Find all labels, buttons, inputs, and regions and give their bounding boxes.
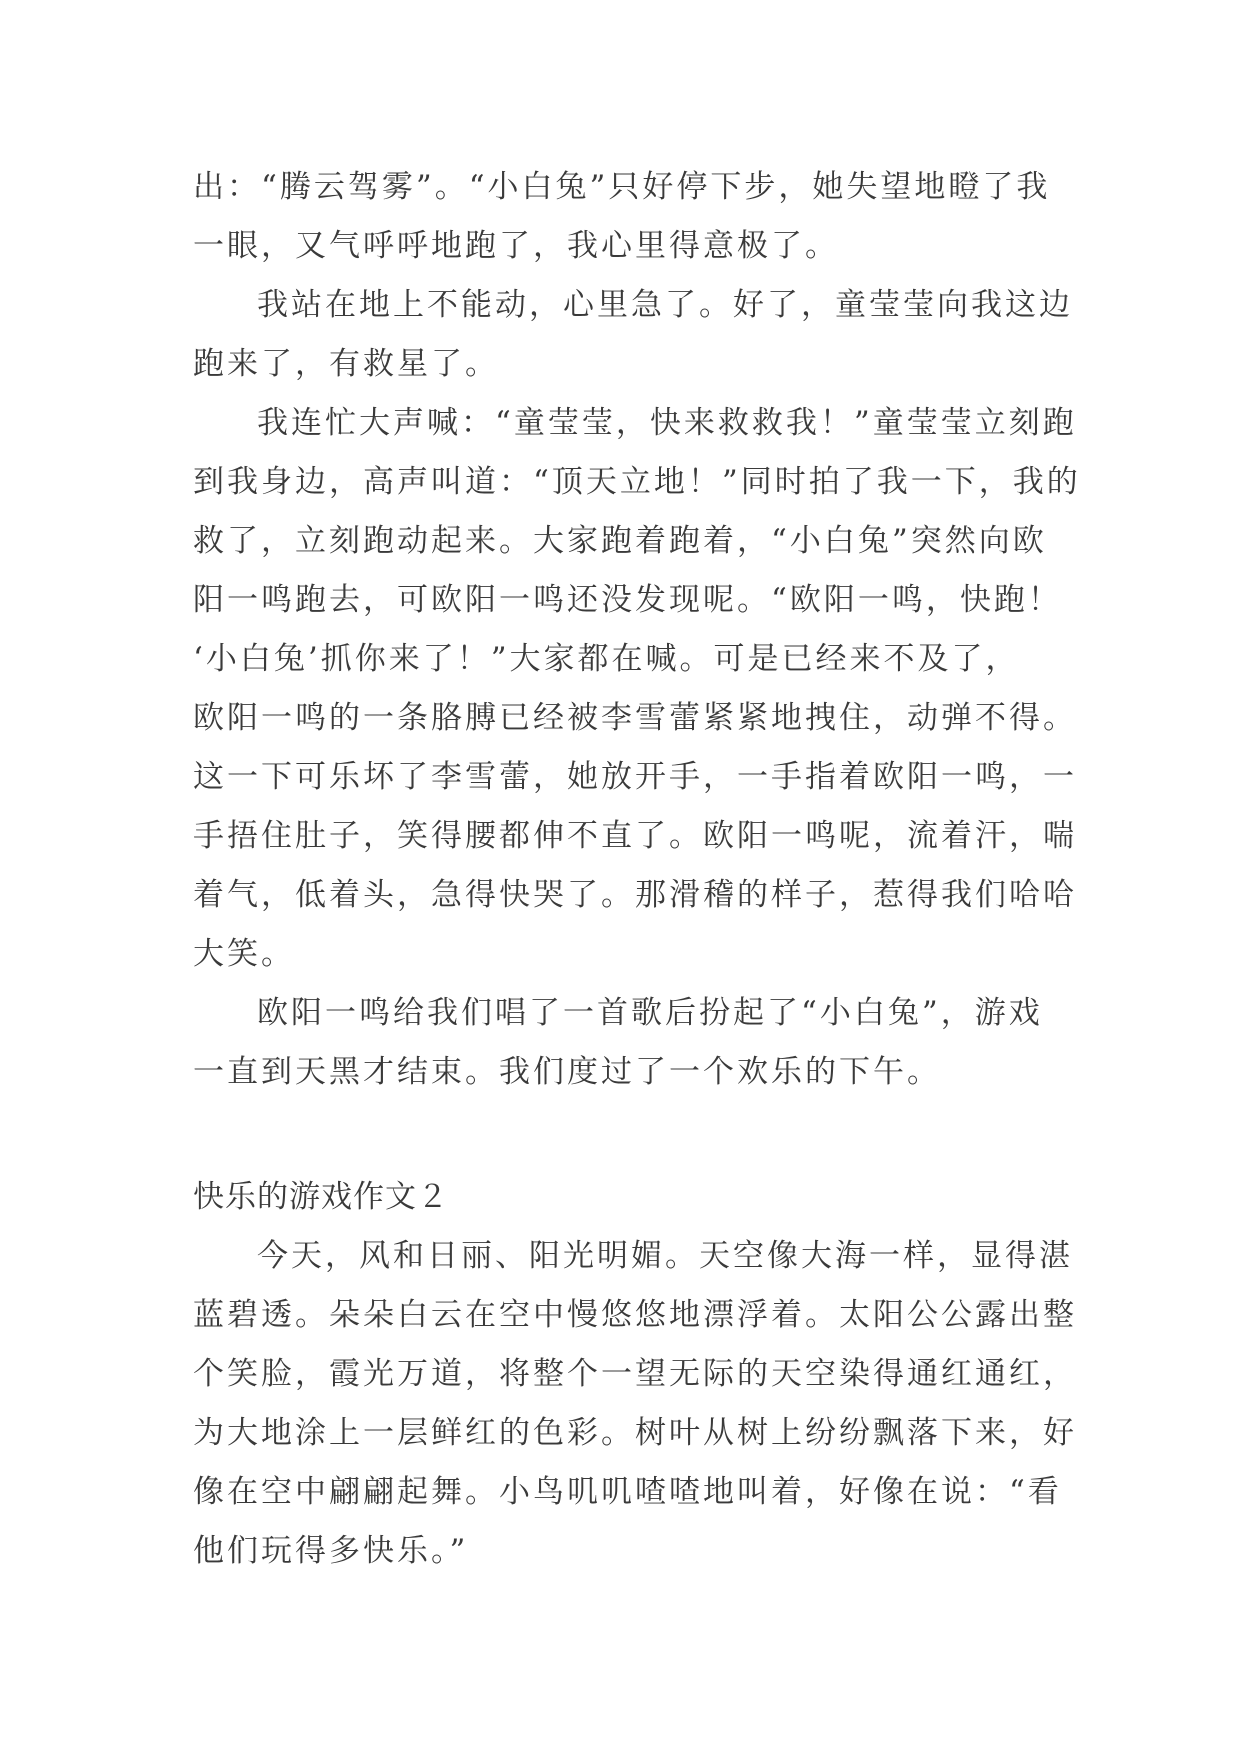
- paragraph: [193, 984, 1073, 1102]
- text-line: 着气，低着头，急得快哭了。那滑稽的样子，惹得我们哈哈: [193, 877, 1077, 913]
- essay-title: 快乐的游戏作文２: [193, 1179, 449, 1215]
- text-line: 像在空中翩翩起舞。小鸟叽叽喳喳地叫着，好像在说：“看: [193, 1474, 1062, 1510]
- text-line: 出：“腾云驾雾”。“小白兔”只好停下步，她失望地瞪了我: [193, 169, 1051, 205]
- text-line: 欧阳一鸣的一条胳膊已经被李雪蕾紧紧地拽住，动弹不得。: [193, 700, 1077, 736]
- text-line: 大笑。: [193, 936, 295, 972]
- text-line: 蓝碧透。朵朵白云在空中慢悠悠地漂浮着。太阳公公露出整: [193, 1297, 1077, 1333]
- text-line: 一直到天黑才结束。我们度过了一个欢乐的下午。: [193, 1054, 941, 1090]
- text-line: 个笑脸，霞光万道，将整个一望无际的天空染得通红通红，: [193, 1356, 1077, 1392]
- paragraph: [193, 158, 1073, 276]
- paragraph: [193, 1227, 1077, 1581]
- text-line: ‘小白兔’抓你来了！”大家都在喊。可是已经来不及了，: [193, 641, 1020, 677]
- text-line: 手捂住肚子，笑得腰都伸不直了。欧阳一鸣呢，流着汗，喘: [193, 818, 1077, 854]
- text-line: 阳一鸣跑去，可欧阳一鸣还没发现呢。“欧阳一鸣，快跑！: [193, 582, 1062, 618]
- document-body: [193, 158, 1081, 1581]
- text-line: 救了，立刻跑动起来。大家跑着跑着，“小白兔”突然向欧: [193, 523, 1047, 559]
- text-line: 到我身边，高声叫道：“顶天立地！”同时拍了我一下，我的: [193, 464, 1081, 500]
- text-line: 这一下可乐坏了李雪蕾，她放开手，一手指着欧阳一鸣，一: [193, 759, 1077, 795]
- text-line: 我站在地上不能动，心里急了。好了，童莹莹向我这边: [257, 287, 1073, 323]
- paragraph: [193, 276, 1073, 394]
- text-line: 一眼，又气呼呼地跑了，我心里得意极了。: [193, 228, 839, 264]
- section-spacer: [193, 1102, 1073, 1168]
- paragraph: [193, 394, 1081, 984]
- text-line: 我连忙大声喊：“童莹莹，快来救救我！”童莹莹立刻跑: [257, 405, 1077, 441]
- text-line: 欧阳一鸣给我们唱了一首歌后扮起了“小白兔”，游戏: [257, 995, 1043, 1031]
- text-line: 他们玩得多快乐。”: [193, 1533, 469, 1569]
- text-line: 今天，风和日丽、阳光明媚。天空像大海一样，显得湛: [257, 1238, 1073, 1274]
- text-line: 为大地涂上一层鲜红的色彩。树叶从树上纷纷飘落下来，好: [193, 1415, 1077, 1451]
- text-line: 跑来了，有救星了。: [193, 346, 499, 382]
